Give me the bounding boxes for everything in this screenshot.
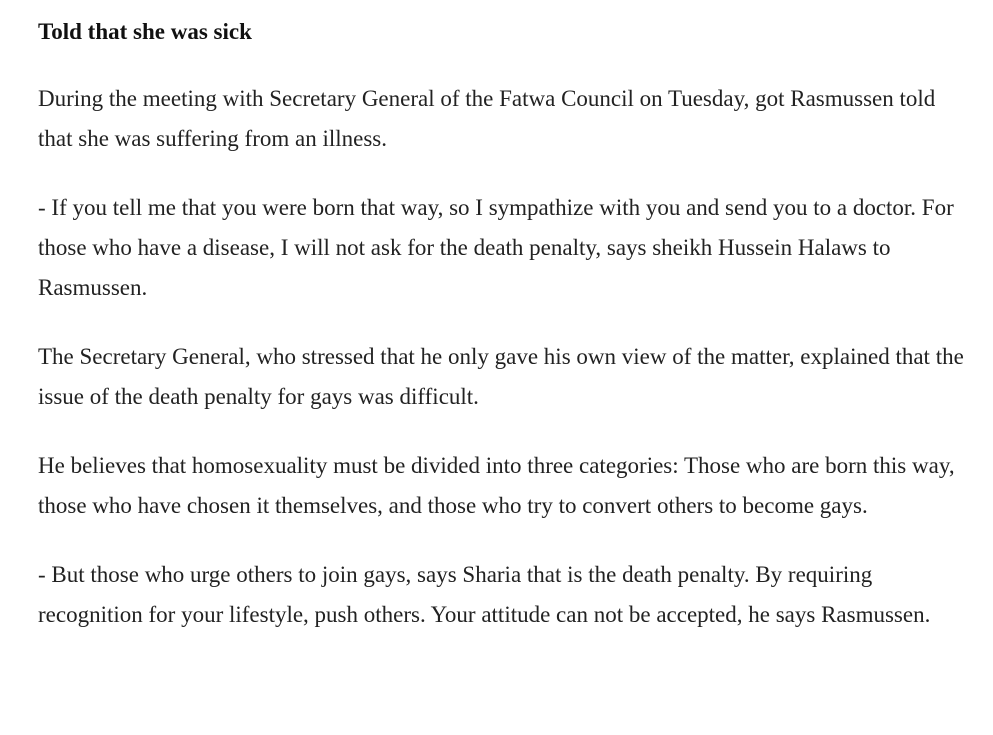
paragraph-2: - If you tell me that you were born that way, so I sympathize with you and send you to a doctor. For those who have a disease, I will not ask for the death penalty, says sheikh Hussein Halaws to Rasmussen. xyxy=(38,195,954,300)
paragraph-3: The Secretary General, who stressed that he only gave his own view of the matter, explained that the issue of the death penalty for gays was difficult. xyxy=(38,344,964,409)
paragraph-1: During the meeting with Secretary General of the Fatwa Council on Tuesday, got Rasmussen told that she was suffering from an illness. xyxy=(38,86,936,151)
article-heading: Told that she was sick xyxy=(38,19,252,44)
article-body xyxy=(38,12,968,664)
paragraph-5: - But those who urge others to join gays, says Sharia that is the death penalty. By requiring recognition for your lifestyle, push others. Your attitude can not be accepted, he says Rasmussen. xyxy=(38,562,931,627)
paragraph-4: He believes that homosexuality must be divided into three categories: Those who are born this way, those who have chosen it themselves, and those who try to convert others to become gays. xyxy=(38,453,955,518)
